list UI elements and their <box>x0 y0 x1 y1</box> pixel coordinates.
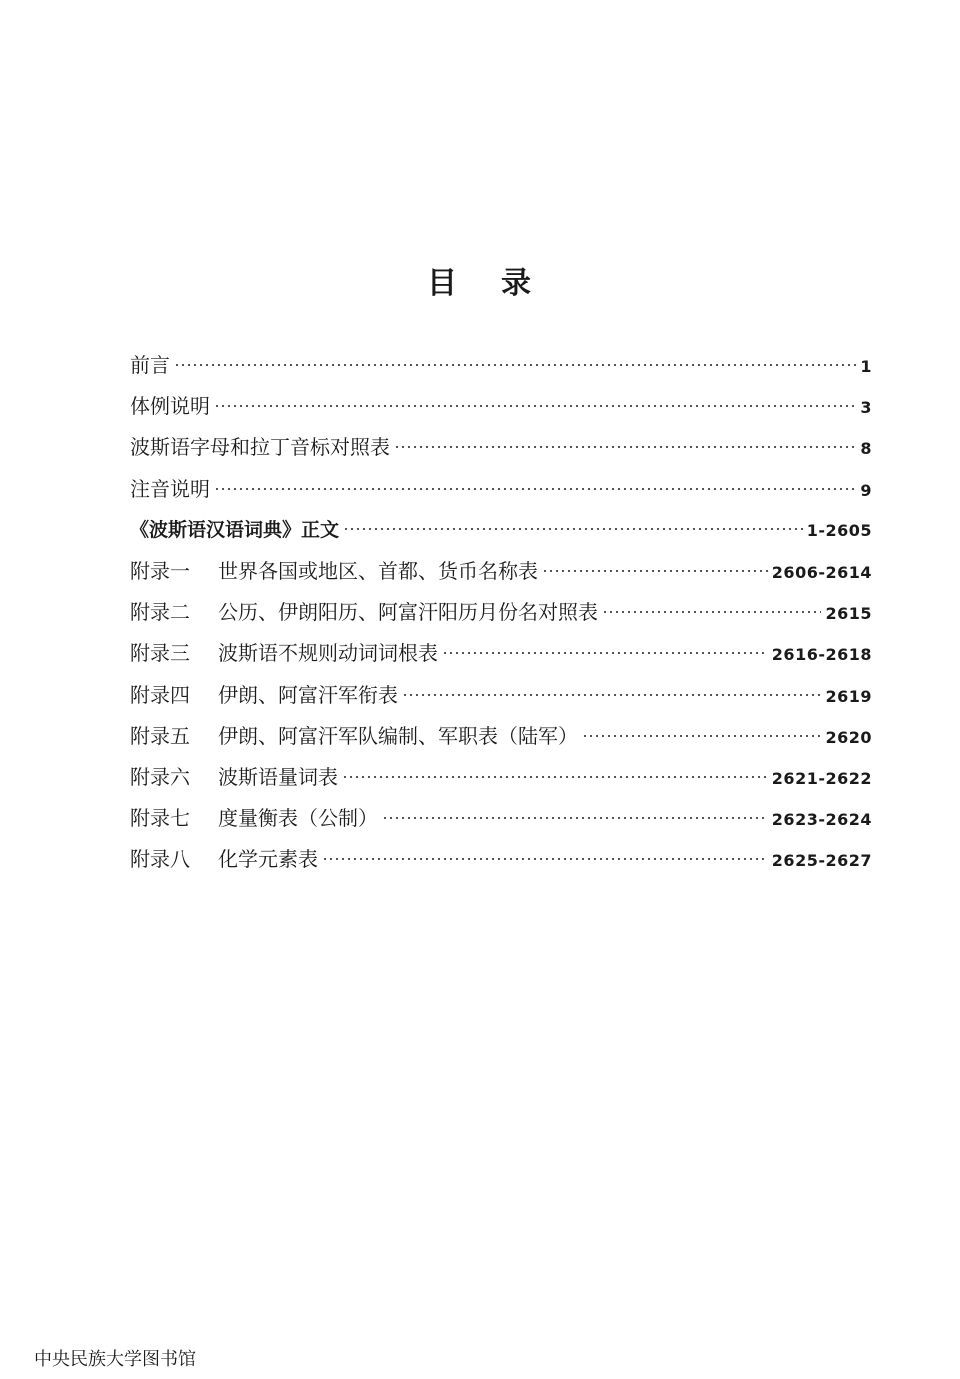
title-char-1: 目 <box>427 266 459 301</box>
toc-appendix-entry[interactable] <box>130 633 872 674</box>
toc-appendix-prefix: 附录三 <box>130 641 190 666</box>
toc-entry-page: 2620 <box>825 727 872 747</box>
toc-entry-page: 2615 <box>825 604 872 624</box>
toc-entry-label: 前言 <box>130 353 170 377</box>
toc-entry-main-text[interactable] <box>130 510 872 551</box>
toc-appendix-prefix: 附录二 <box>130 600 190 625</box>
toc-appendix-prefix: 附录八 <box>130 847 190 872</box>
library-stamp: 中央民族大学图书馆 <box>34 1349 196 1370</box>
toc-entry-page: 2619 <box>825 686 872 706</box>
toc-entry-label: 波斯语不规则动词词根表 <box>218 641 438 666</box>
toc-entry-label: 体例说明 <box>130 394 210 419</box>
dot-leader <box>542 569 768 573</box>
toc-entry-page: 2606-2614 <box>771 562 872 582</box>
toc-appendix-entry[interactable] <box>130 839 872 880</box>
toc-entry-page: 8 <box>860 439 872 459</box>
dot-leader <box>402 693 821 697</box>
toc-entry-page: 1 <box>860 357 872 376</box>
dot-leader <box>342 775 768 779</box>
dot-leader <box>322 857 768 861</box>
page-title <box>0 258 960 302</box>
toc-entry-label: 世界各国或地区、首都、货币名称表 <box>218 558 538 583</box>
toc-entry-page: 2616-2618 <box>771 645 872 665</box>
toc-appendix-prefix: 附录七 <box>130 806 190 831</box>
toc-entry-label: 波斯语量词表 <box>218 764 338 789</box>
toc-entry-page: 1-2605 <box>806 520 872 540</box>
toc-entry-page: 3 <box>860 398 872 418</box>
toc-entry-page: 9 <box>860 480 872 500</box>
toc-entry-label: 《波斯语汉语词典》正文 <box>130 518 340 541</box>
toc-appendix-prefix: 附录六 <box>130 764 190 789</box>
toc-entry[interactable] <box>130 386 872 427</box>
dot-leader <box>343 527 803 531</box>
title-char-2: 录 <box>501 266 533 301</box>
toc-entry-label: 注音说明 <box>130 476 210 501</box>
toc-entry-page: 2625-2627 <box>771 851 872 871</box>
toc-appendix-prefix: 附录四 <box>130 682 190 707</box>
toc-appendix-entry[interactable] <box>130 716 872 757</box>
toc-appendix-prefix: 附录五 <box>130 723 190 748</box>
dot-leader <box>602 610 821 614</box>
toc-appendix-prefix: 附录一 <box>130 558 190 583</box>
toc-entry-label: 伊朗、阿富汗军衔表 <box>218 682 398 707</box>
dot-leader <box>382 816 768 820</box>
toc-entry-label: 伊朗、阿富汗军队编制、军职表（陆军） <box>218 723 578 748</box>
toc-entry[interactable] <box>130 469 872 510</box>
dot-leader <box>442 651 768 655</box>
toc-appendix-entry[interactable] <box>130 592 872 633</box>
toc-appendix-entry[interactable] <box>130 757 872 798</box>
toc-entry-page: 2621-2622 <box>771 768 872 788</box>
toc-entry-label: 度量衡表（公制） <box>218 806 378 831</box>
dot-leader <box>214 487 856 491</box>
toc-entry[interactable] <box>130 345 872 386</box>
dot-leader <box>582 734 821 738</box>
toc-entry-label: 化学元素表 <box>218 847 318 872</box>
dot-leader <box>174 363 856 367</box>
toc-entry-label: 公历、伊朗阳历、阿富汗阳历月份名对照表 <box>218 600 598 625</box>
dot-leader <box>394 445 856 449</box>
dot-leader <box>214 404 856 408</box>
toc-appendix-entry[interactable] <box>130 798 872 839</box>
toc-appendix-entry[interactable] <box>130 551 872 592</box>
toc-entry[interactable] <box>130 427 872 468</box>
table-of-contents <box>130 345 872 880</box>
toc-entry-label: 波斯语字母和拉丁音标对照表 <box>130 435 390 460</box>
toc-appendix-entry[interactable] <box>130 675 872 716</box>
toc-entry-page: 2623-2624 <box>771 810 872 830</box>
